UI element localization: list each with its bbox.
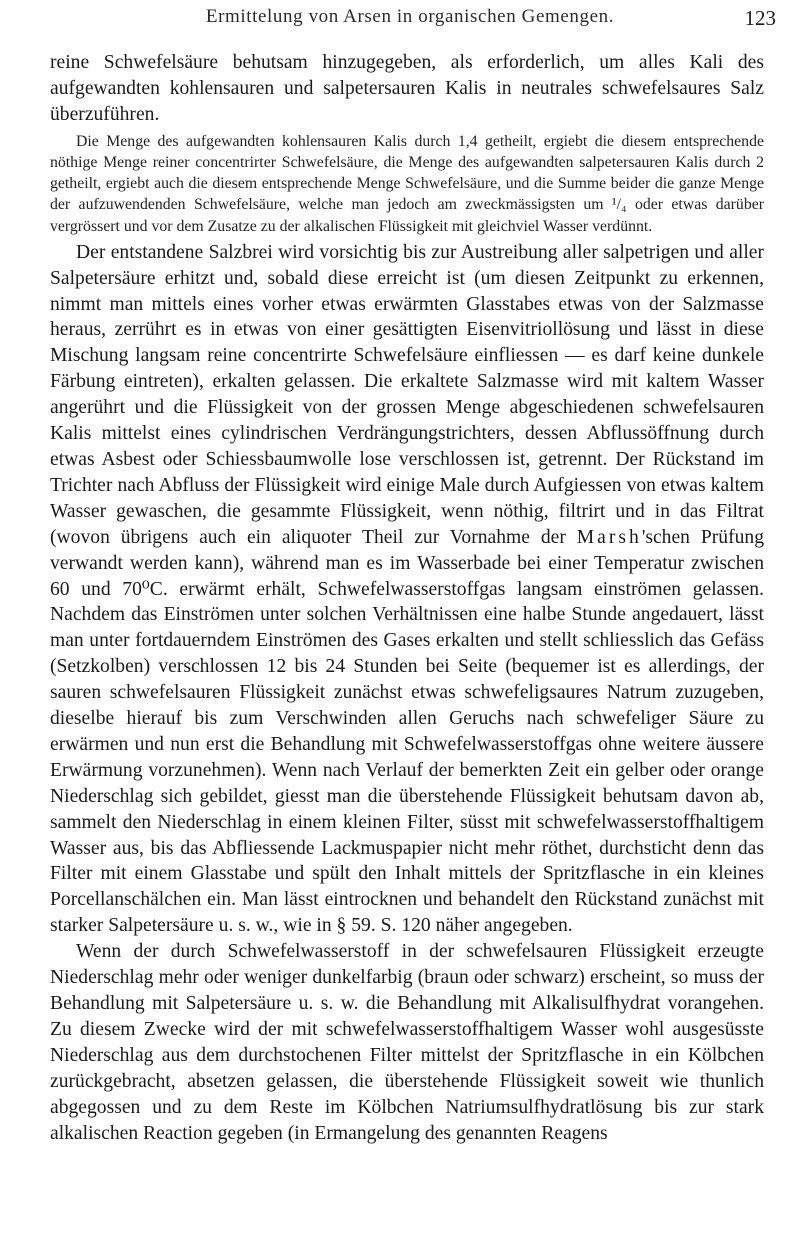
paragraph: [50, 240, 764, 939]
paragraph: Wenn der durch Schwefelwasserstoff in der schwefelsauren Flüssigkeit erzeugte Niederschlag mehr oder weniger dunkelfarbig (braun oder schwarz) erscheint, so muss der Behandlung mit Salpetersäure u. s. w. die Behandlung mit Alkalisulfhydrat vorangehen. Zu diesem Zwecke wird der mit schwefelwasserstoffhaltigem Wasser wohl ausgesüsste Niederschlag aus dem durchstochenen Filter mittelst der Spritzflasche in ein Kölbchen zurückgebracht, absetzen gelassen, die überstehende Flüssigkeit soweit wie thunlich abgegossen und zu dem Reste im Kölbchen Natriumsulfhydratlösung bis zur stark alkalischen Reaction gegeben (in Ermangelung des genannten Reagens: [50, 941, 764, 1144]
paragraph-continuation: reine Schwefelsäure behutsam hinzugegeben, als erforderlich, um alles Kali des aufgewandten kohlensauren und salpetersauren Kalis in neutrales schwefelsaures Salz überzuführen.: [50, 52, 764, 125]
running-head: [50, 6, 790, 36]
author-name: Marsh: [576, 526, 642, 548]
body-text: [50, 50, 764, 1146]
page-number: 123: [744, 6, 776, 30]
running-title: Ermittelung von Arsen in organischen Gemengen.: [205, 6, 615, 27]
paragraph-text: Der entstandene Salzbrei wird vorsichtig bis zur Austreibung aller salpetrigen und aller Salpetersäure erhitzt und, sobald diese erreicht ist (um diesen Zeitpunkt zu erkennen, nimmt man mittels eines vorher etwas erwärmten Glasstabes etwas von der Salzmasse heraus, zerrührt es in etwas von einer gesättigten Eisenvitriollösung und lässt in diese Mischung langsam reine concentrirte Schwefelsäure einfliessen — es darf keine dunkele Färbung eintreten), erkalten gelassen. Die erkaltete Salzmasse wird mit kaltem Wasser angerührt und die Flüssigkeit von der grossen Menge abgeschiedenen schwefelsauren Kalis mittelst eines cylindrischen Verdrängungstrichters, dessen Abflussöffnung durch etwas Asbest oder Schiessbaumwolle lose verschlossen ist, getrennt. Der Rückstand im Trichter nach Abfluss der Flüssigkeit wird einige Male durch Aufgiessen von etwas kaltem Wasser gewaschen, die gesammte Flüssigkeit, wenn nöthig, filtrirt und in das Filtrat (wovon übrigens auch ein aliquoter Theil zur Vornahme der: [50, 241, 764, 548]
paragraph-note: Die Menge des aufgewandten kohlensauren Kalis durch 1,4 getheilt, ergiebt die diesem entsprechende nöthige Menge reiner concentrirter Schwefelsäure, die Menge des aufgewandten salpetersauren Kalis durch 2 getheilt, ergiebt auch die diesem entsprechende Menge Schwefelsäure, und die Summe beider die ganze Menge der aufzuwendenden Schwefelsäure, welche man jedoch am zweckmässigsten um ¹/₄ oder etwas darüber vergrössert und vor dem Zusatze zu der alkalischen Flüssigkeit mit gleichviel Wasser verdünnt.: [50, 132, 764, 235]
paragraph-text: 'schen Prüfung verwandt werden kann), während man es im Wasserbade bei einer Temperatur zwischen 60 und 70⁰C. erwärmt erhält, Schwefelwasserstoffgas langsam einströmen gelassen. Nachdem das Einströmen unter solchen Verhältnissen eine halbe Stunde angedauert, lässt man unter fortdauerndem Einströmen des Gases erkalten und stellt schliesslich das Gefäss (Setzkolben) verschlossen 12 bis 24 Stunden bei Seite (bequemer ist es allerdings, der sauren schwefelsauren Flüssigkeit zunächst etwas schwefeligsaures Natrum zuzugeben, dieselbe hierauf bis zum Verschwinden allen Geruchs nach schwefeliger Säure zu erwärmen und nun erst die Behandlung mit Schwefelwasserstoffgas ohne weitere äussere Erwärmung vorzunehmen). Wenn nach Verlauf der bemerkten Zeit ein gelber oder orange Niederschlag sich gebildet, giesst man die überstehende Flüssigkeit behutsam davon ab, sammelt den Niederschlag in einem kleinen Filter, süsst mit schwefelwasserstoffhaltigem Wasser aus, bis das Abfliessende Lackmuspapier nicht mehr röthet, durchsticht denn das Filter mit einem Glasstabe und spült den Inhalt mittels der Spritzflasche in ein kleines Porcellanschälchen ein. Man lässt eintrocknen und behandelt den Rückstand zunächst mit starker Salpetersäure u. s. w., wie in § 59. S. 120 näher angegeben.: [50, 526, 764, 937]
